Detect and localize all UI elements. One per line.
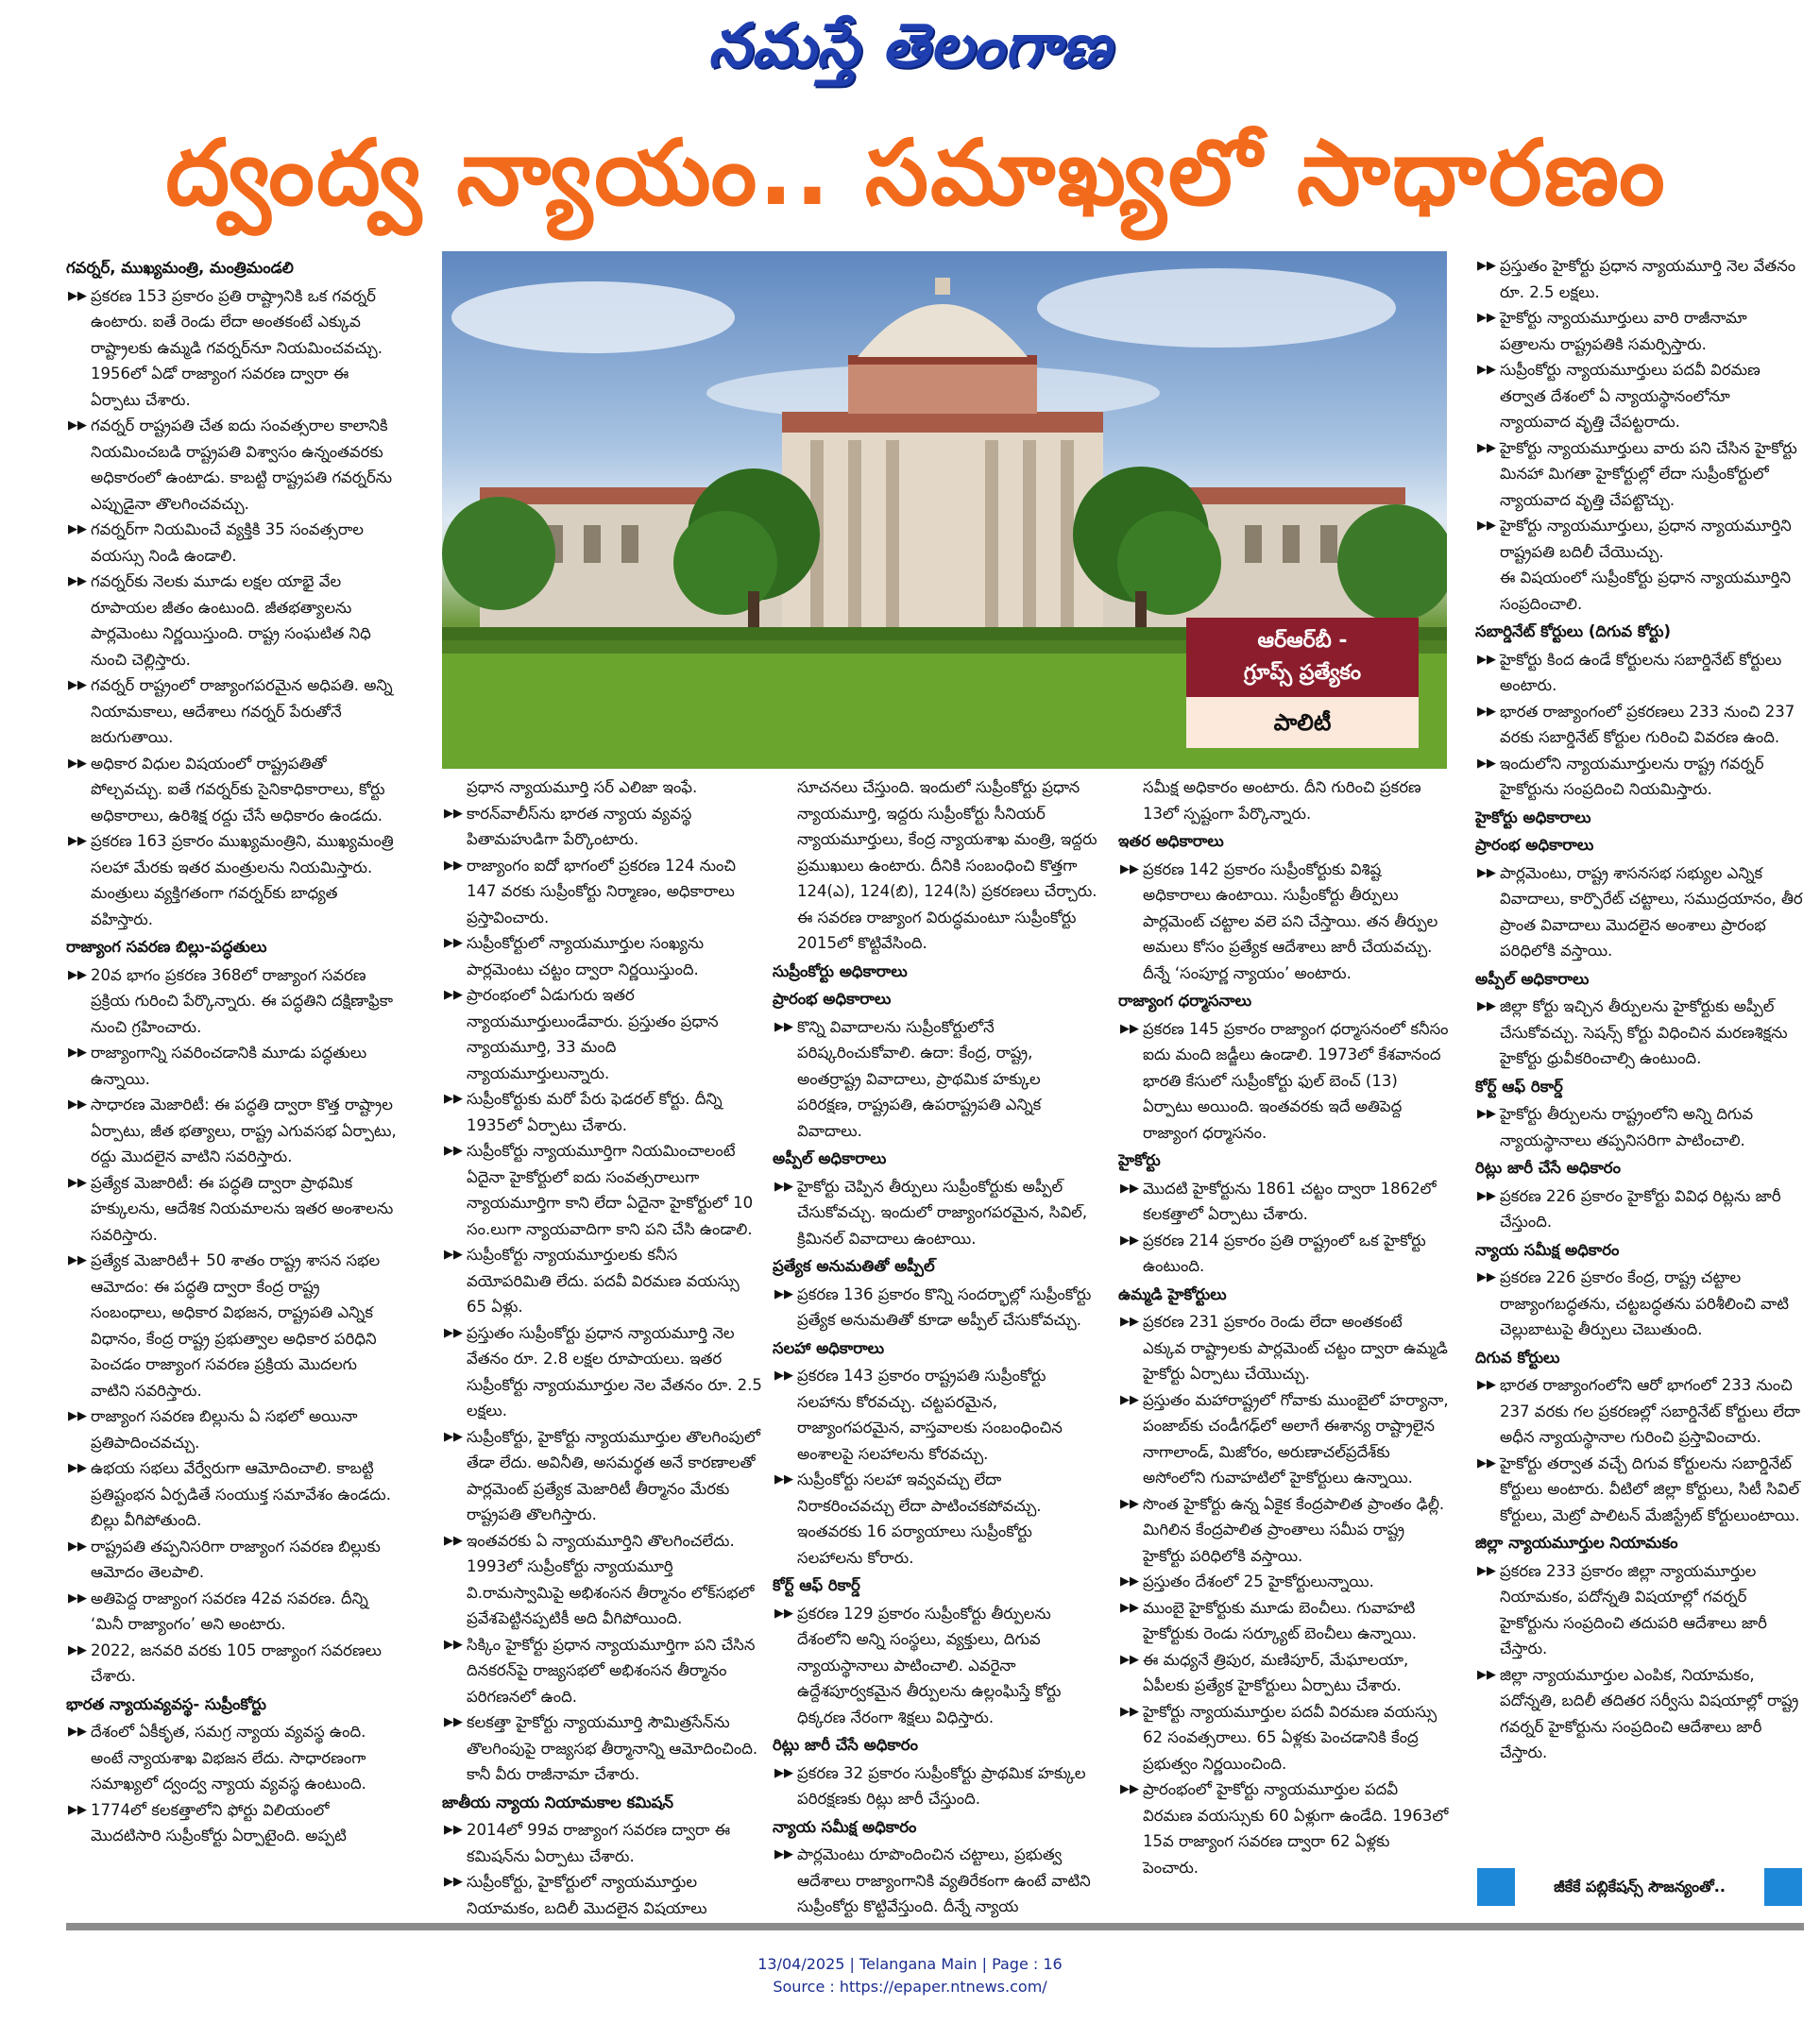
article-paragraph bbox=[1475, 647, 1804, 699]
article-paragraph bbox=[442, 930, 763, 982]
article-paragraph bbox=[66, 1638, 397, 1690]
paragraph-text: ప్రకరణ 145 ప్రకారం రాజ్యాంగ ధర్మాసనంలో కనీసం ఐదు మంది జడ్జీలు ఉండాలి. 1973లో కేశవానంద భారతి కేసులో సుప్రీంకోర్టు ఫుల్ బెంచ్ (13) ఏర్పాటు అయింది. ఇంతవరకు ఇదే అతిపెద్ద రాజ్యాంగ ధర్మాసనం. bbox=[1143, 1019, 1449, 1142]
footer-date-page: 13/04/2025 | Telangana Main | Page : 16 bbox=[757, 1955, 1063, 1973]
bullet-arrow-icon: ▶▶ bbox=[774, 1472, 793, 1487]
section-subheading bbox=[773, 1814, 1099, 1841]
section-subheading bbox=[773, 959, 1099, 985]
paragraph-text: సుప్రీంకోర్టు న్యాయమూర్తిగా నియమించాలంటే ఏదైనా హైకోర్టులో ఐదు సంవత్సరాలుగా న్యాయమూర్తిగా కాని లేదా ఏదైనా హైకోర్టులో 10 సం.లుగా న్యాయవాదిగా కాని పని చేసి ఉండాలి. bbox=[467, 1142, 754, 1238]
article-paragraph bbox=[1118, 1647, 1449, 1699]
masthead bbox=[0, 8, 1820, 85]
paragraph-text: దేశంలో ఏకీకృత, సమగ్ర న్యాయ వ్యవస్థ ఉంది. అంటే న్యాయశాఖ విభజన లేదు. సాధారణంగా సమాఖ్యలో ద్వంద్వ న్యాయ వ్యవస్థ ఉంటుంది. bbox=[91, 1723, 366, 1793]
bullet-arrow-icon: ▶▶ bbox=[68, 1802, 87, 1817]
paragraph-text: జిల్లా న్యాయమూర్తుల ఎంపిక, నియామకం, పదోన్నతి, బదిలీ తదితర సర్వీసు విషయాల్లో రాష్ట్ర గవర్నర్ హైకోర్టును సంప్రదించి ఆదేశాలు జారీ చేస్తారు. bbox=[1500, 1665, 1799, 1761]
subheading-text: ఇతర అధికారాలు bbox=[1118, 832, 1224, 850]
subheading-text: హైకోర్టు bbox=[1118, 1151, 1161, 1169]
bullet-arrow-icon: ▶▶ bbox=[68, 1461, 87, 1475]
article-paragraph bbox=[66, 828, 397, 932]
subheading-text: ప్రత్యేక అనుమతితో అప్పీల్ bbox=[773, 1257, 935, 1275]
paragraph-text: ప్రారంభంలో హైకోర్టు న్యాయమూర్తుల పదవీ విరమణ వయస్సుకు 60 ఏళ్లుగా ఉండేది. 1963లో 15వ రాజ్యాంగ సవరణ ద్వారా 62 ఏళ్లకు పెంచారు. bbox=[1143, 1780, 1449, 1877]
article-paragraph bbox=[773, 1467, 1099, 1571]
paragraph-text: రాజ్యాంగ సవరణ బిల్లును ఏ సభలో అయినా ప్రతిపాదించవచ్చు. bbox=[91, 1407, 358, 1452]
paragraph-text: ప్రకరణ 233 ప్రకారం జిల్లా న్యాయమూర్తుల నియామకం, పదోన్నతి విషయాల్లో గవర్నర్ హైకోర్టును సంప్రదించి తదుపరి ఆదేశాలు జారీ చేస్తారు. bbox=[1500, 1561, 1767, 1658]
paragraph-text: ప్రకరణ 226 ప్రకారం హైకోర్టు వివిధ రిట్లను జారీ చేస్తుంది. bbox=[1500, 1186, 1781, 1231]
section-subheading bbox=[1118, 988, 1449, 1014]
section-subheading bbox=[1475, 832, 1804, 858]
paragraph-text: గవర్నర్‌కు నెలకు మూడు లక్షల యాభై వేల రూపాయల జీతం ఉంటుంది. జీతభత్యాలను పార్లమెంటు నిర్ణయిస్తుంది. రాష్ట్ర సంఘటిత నిధి నుంచి చెల్లిస్తారు. bbox=[91, 572, 371, 669]
bullet-arrow-icon: ▶▶ bbox=[1120, 1232, 1139, 1248]
bullet-arrow-icon: ▶▶ bbox=[1477, 1270, 1496, 1284]
paragraph-text: హైకోర్టు కింద ఉండే కోర్టులను సబార్డినేట్ కోర్టులు అంటారు. bbox=[1500, 650, 1782, 694]
paragraph-text: ఇంతవరకు ఏ న్యాయమూర్తిని తొలగించలేదు. 1993లో సుప్రీంకోర్టు న్యాయమూర్తి వి.రామస్వామిపై అభిశంసన తీర్మానం లోక్‌సభలో ప్రవేశపెట్టినప్పటికీ అది వీగిపోయింది. bbox=[467, 1531, 755, 1627]
article-paragraph bbox=[1475, 1101, 1804, 1153]
bullet-arrow-icon: ▶▶ bbox=[1477, 259, 1496, 273]
article-paragraph bbox=[442, 1632, 763, 1710]
article-paragraph bbox=[442, 801, 763, 853]
paragraph-text: ప్రకరణ 226 ప్రకారం కేంద్ర, రాష్ట్ర చట్టాల రాజ్యాంగబద్ధతను, చట్టబద్ధతను పరిశీలించి వాటి చెల్లుబాటుపై తీర్పులు చెబుతుంది. bbox=[1500, 1268, 1790, 1338]
paragraph-text: ప్రస్తుతం మహారాష్ట్రలో గోవాకు ముంబైలో హర్యానా, పంజాబ్‌కు చండీగఢ్‌లో అలాగే ఈశాన్య రాష్ట్రాలైన నాగాలాండ్, మిజోరం, అరుణాచల్‌ప్రదేశ్‌కు అసోంలోని గువాహటిలో హైకోర్టులు ఉన్నాయి. bbox=[1143, 1390, 1449, 1487]
article-column-1 bbox=[66, 253, 397, 1921]
section-subheading bbox=[1475, 1237, 1804, 1264]
bullet-arrow-icon: ▶▶ bbox=[68, 1590, 87, 1606]
article-paragraph bbox=[66, 751, 397, 829]
bullet-arrow-icon: ▶▶ bbox=[1477, 440, 1496, 455]
article-paragraph bbox=[442, 1709, 763, 1788]
paragraph-text: సుప్రీంకోర్టు, హైకోర్టు న్యాయమూర్తుల తొలగింపులో తేడా లేదు. అవినీతి, అసమర్థత అనే కారణాలతో పార్లమెంట్ ప్రత్యేక మెజారిటీ తీర్మానం మేరకు రాష్ట్రపతి తొలగిస్తారు. bbox=[467, 1427, 760, 1523]
paragraph-text: హైకోర్టు న్యాయమూర్తులు వారి రాజీనామా పత్రాలను రాష్ట్రపతికి సమర్పిస్తారు. bbox=[1500, 309, 1747, 353]
article-paragraph bbox=[1475, 1558, 1804, 1662]
article-paragraph bbox=[1475, 565, 1804, 617]
article-paragraph bbox=[442, 774, 763, 801]
bullet-arrow-icon: ▶▶ bbox=[68, 522, 87, 536]
bullet-arrow-icon: ▶▶ bbox=[68, 574, 87, 588]
bullet-arrow-icon: ▶▶ bbox=[1120, 1021, 1139, 1036]
section-subheading bbox=[773, 1732, 1099, 1759]
credit-text: జీకేకే పబ్లికేషన్స్ సౌజన్యంతో.. bbox=[1554, 1878, 1726, 1896]
article-paragraph bbox=[1475, 253, 1804, 305]
bullet-arrow-icon: ▶▶ bbox=[1477, 363, 1496, 377]
bullet-arrow-icon: ▶▶ bbox=[774, 1019, 793, 1034]
bullet-arrow-icon: ▶▶ bbox=[444, 858, 463, 873]
paragraph-text: అధికార విధుల విషయంలో రాష్ట్రపతితో పోల్చవచ్చు. ఐతే గవర్నర్‌కు సైనికాధికారాలు, కోర్టు అధికారాలు, ఉరిశిక్ష రద్దు చేసే అధికారం ఉండదు. bbox=[91, 754, 385, 824]
article-paragraph bbox=[66, 1248, 397, 1403]
subheading-text: భారత న్యాయవ్యవస్థ- సుప్రీంకోర్టు bbox=[66, 1694, 266, 1713]
article-paragraph bbox=[1475, 305, 1804, 357]
article-paragraph bbox=[1118, 1016, 1449, 1147]
paragraph-text: సొంత హైకోర్టు ఉన్న ఏకైక కేంద్రపాలిత ప్రాంతం ఢిల్లీ. మిగిలిన కేంద్రపాలిత ప్రాంతాలు సమీప రాష్ట్ర హైకోర్టు పరిధిలోకి వస్తాయి. bbox=[1143, 1494, 1445, 1565]
bullet-arrow-icon: ▶▶ bbox=[444, 1875, 463, 1889]
bullet-arrow-icon: ▶▶ bbox=[774, 1286, 793, 1301]
section-label-top bbox=[1186, 618, 1419, 697]
headline bbox=[38, 102, 1794, 244]
subheading-text: ఉమ్మడి హైకోర్టులు bbox=[1118, 1284, 1227, 1303]
section-subheading bbox=[773, 1572, 1099, 1599]
article-paragraph bbox=[442, 1424, 763, 1528]
bullet-arrow-icon: ▶▶ bbox=[444, 806, 463, 821]
bullet-arrow-icon: ▶▶ bbox=[68, 1253, 87, 1267]
paragraph-text: సుప్రీంకోర్టులో న్యాయమూర్తుల సంఖ్యను పార్లమెంటు చట్టం ద్వారా నిర్ణయిస్తుంది. bbox=[467, 934, 705, 978]
credit-box bbox=[1477, 1861, 1802, 1915]
bullet-arrow-icon: ▶▶ bbox=[1477, 704, 1496, 719]
subheading-text: ప్రారంభ అధికారాలు bbox=[1475, 836, 1594, 854]
bullet-arrow-icon: ▶▶ bbox=[444, 1248, 463, 1262]
article-paragraph bbox=[1475, 994, 1804, 1072]
paragraph-text: సాధారణ మెజారిటీ: ఈ పద్ధతి ద్వారా కొత్త రాష్ట్రాల ఏర్పాటు, జీత భత్యాలు, రాష్ట్ర ఎగువసభ ఏర్పాటు, రద్దు మొదలైన వాటిని సవరిస్తారు. bbox=[91, 1096, 397, 1165]
paragraph-text: హైకోర్టు తీర్పులను రాష్ట్రంలోని అన్ని దిగువ న్యాయస్థానాలు తప్పనిసరిగా పాటించాలి. bbox=[1500, 1105, 1754, 1149]
bullet-arrow-icon: ▶▶ bbox=[444, 936, 463, 950]
paragraph-text: ప్రస్తుతం హైకోర్టు ప్రధాన న్యాయమూర్తి నెల వేతనం రూ. 2.5 లక్షలు. bbox=[1500, 257, 1796, 301]
section-subheading bbox=[66, 934, 397, 960]
bullet-arrow-icon: ▶▶ bbox=[774, 1368, 793, 1383]
bullet-arrow-icon: ▶▶ bbox=[774, 1179, 793, 1194]
paragraph-text: ప్రకరణ 129 ప్రకారం సుప్రీంకోర్టు తీర్పులను దేశంలోని అన్ని సంస్థలు, వ్యక్తులు, దిగువ న్యాయస్థానాలు పాటించాలి. ఎవరైనా ఉద్దేశపూర్వకమైన తీర్పులను ఉల్లంఘిస్తే కోర్టు ధిక్కరణ నేరంగా శిక్షలు విధిస్తారు. bbox=[797, 1604, 1062, 1726]
paragraph-text: సుప్రీంకోర్టుకు మరో పేరు ఫెడరల్ కోర్టు. దీన్ని 1935లో ఏర్పాటు చేశారు. bbox=[467, 1090, 723, 1134]
paragraph-text: ప్రస్తుతం సుప్రీంకోర్టు ప్రధాన న్యాయమూర్తి నెల వేతనం రూ. 2.8 లక్షల రూపాయలు. ఇతర సుప్రీంకోర్టు న్యాయమూర్తుల నెల వేతనం రూ. 2.5 లక్షలు. bbox=[467, 1323, 762, 1420]
article-paragraph bbox=[66, 1170, 397, 1249]
subheading-text: దిగువ కోర్టులు bbox=[1475, 1348, 1560, 1367]
paragraph-text: భారత రాజ్యాంగంలోని ఆరో భాగంలో 233 నుంచి 237 వరకు గల ప్రకరణల్లో సబార్డినేట్ కోర్టులు లేదా అధీన న్యాయస్థానాల గురించి ప్రస్తావించారు. bbox=[1500, 1376, 1801, 1446]
section-subheading bbox=[1118, 1282, 1449, 1308]
section-subheading bbox=[1118, 828, 1449, 855]
bullet-arrow-icon: ▶▶ bbox=[1477, 865, 1496, 880]
paragraph-text: గవర్నర్ రాష్ట్రపతి చేత ఐదు సంవత్సరాల కాలానికి నియమించబడి రాష్ట్రపతి విశ్వాసం ఉన్నంతవరకు అధికారంలో ఉంటాడు. కాబట్టి రాష్ట్రపతి గవర్నర్‌ను ఎప్పుడైనా తొలగించవచ్చు. bbox=[91, 416, 393, 513]
article-paragraph bbox=[442, 853, 763, 931]
section-subheading bbox=[773, 1335, 1099, 1362]
article-paragraph bbox=[773, 1282, 1099, 1334]
paragraph-text: కొన్ని వివాదాలను సుప్రీంకోర్టులోనే పరిష్కరించుకోవాలి. ఉదా: కేంద్ర, రాష్ట్ర, అంతర్రాష్ట్ర వివాదాలు, ప్రాథమిక హక్కుల పరిరక్షణ, రాష్ట్రపతి, ఉపరాష్ట్రపతి ఎన్నిక వివాదాలు. bbox=[797, 1017, 1042, 1140]
paragraph-text: రాజ్యాంగాన్ని సవరించడానికి మూడు పద్ధతులు ఉన్నాయి. bbox=[91, 1044, 367, 1088]
article-paragraph bbox=[773, 1014, 1099, 1145]
bullet-arrow-icon: ▶▶ bbox=[444, 1429, 463, 1444]
article-paragraph bbox=[1118, 1491, 1449, 1570]
article-paragraph bbox=[66, 1455, 397, 1534]
article-paragraph bbox=[773, 1760, 1099, 1812]
bottom-rule bbox=[66, 1923, 1804, 1930]
subheading-text: కోర్ట్ ఆఫ్ రికార్డ్ bbox=[1475, 1077, 1563, 1096]
article-paragraph bbox=[1118, 1699, 1449, 1777]
bullet-arrow-icon: ▶▶ bbox=[1477, 756, 1496, 771]
article-paragraph bbox=[442, 1138, 763, 1242]
paragraph-text: మొదటి హైకోర్టును 1861 చట్టం ద్వారా 1862లో కలకత్తాలో ఏర్పాటు చేశారు. bbox=[1143, 1179, 1437, 1223]
paragraph-text: హైకోర్టు తర్వాత వచ్చే దిగువ కోర్టులను సబార్డినేట్ కోర్టులు అంటారు. వీటిలో జిల్లా కోర్టులు, సిటీ సివిల్ కోర్టులు, మెట్రో పాలిటన్ మేజిస్ట్రేట్ కోర్టులుంటాయి. bbox=[1500, 1454, 1800, 1524]
paragraph-text: గవర్నర్ రాష్ట్రంలో రాజ్యాంగపరమైన అధిపతి. అన్ని నియామకాలు, ఆదేశాలు గవర్నర్ పేరుతోనే జరుగుతాయి. bbox=[91, 676, 393, 746]
bullet-arrow-icon: ▶▶ bbox=[1477, 1563, 1496, 1578]
article-paragraph bbox=[66, 1040, 397, 1092]
section-subheading bbox=[773, 986, 1099, 1012]
article-paragraph bbox=[66, 672, 397, 751]
paragraph-text: రాజ్యాంగం ఐదో భాగంలో ప్రకరణ 124 నుంచి 147 వరకు సుప్రీంకోర్టు నిర్మాణం, అధికారాలు ప్రస్తావించారు. bbox=[467, 856, 737, 926]
paragraph-text: ఇందులోని న్యాయమూర్తులను రాష్ట్ర గవర్నర్ హైకోర్టును సంప్రదించి నియమిస్తారు. bbox=[1500, 754, 1764, 798]
section-subheading bbox=[1475, 1530, 1804, 1556]
footer bbox=[0, 1953, 1820, 1998]
bullet-arrow-icon: ▶▶ bbox=[68, 967, 87, 982]
bullet-arrow-icon: ▶▶ bbox=[68, 1725, 87, 1739]
article-paragraph bbox=[1475, 435, 1804, 514]
article-paragraph bbox=[442, 982, 763, 1086]
bullet-arrow-icon: ▶▶ bbox=[444, 1533, 463, 1548]
section-subheading bbox=[773, 1253, 1099, 1280]
article-column-5 bbox=[1475, 253, 1804, 1859]
bullet-arrow-icon: ▶▶ bbox=[1120, 1600, 1139, 1615]
subheading-text: రాజ్యాంగ ధర్మాసనాలు bbox=[1118, 992, 1252, 1010]
article-paragraph bbox=[1475, 860, 1804, 964]
bullet-arrow-icon: ▶▶ bbox=[1120, 1496, 1139, 1511]
paragraph-text: ప్రకరణ 214 ప్రకారం ప్రతి రాష్ట్రంలో ఒక హైకోర్టు ఉంటుంది. bbox=[1143, 1231, 1426, 1275]
paragraph-text: గవర్నర్‌గా నియమించే వ్యక్తికి 35 సంవత్సరాల వయస్సు నిండి ఉండాలి. bbox=[91, 520, 364, 565]
paragraph-text: ప్రకరణ 231 ప్రకారం రెండు లేదా అంతకంటే ఎక్కువ రాష్ట్రాలకు పార్లమెంట్ చట్టం ద్వారా ఉమ్మడి హైకోర్టు ఏర్పాటు చేయొచ్చు. bbox=[1143, 1313, 1448, 1383]
article-paragraph bbox=[66, 1719, 397, 1797]
bullet-arrow-icon: ▶▶ bbox=[68, 1538, 87, 1554]
paragraph-text: ప్రారంభంలో ఏడుగురు ఇతర న్యాయమూర్తులుండేవారు. ప్రస్తుతం ప్రధాన న్యాయమూర్తి, 33 మంది న్యాయమూర్తులున్నారు. bbox=[467, 986, 719, 1082]
bullet-arrow-icon: ▶▶ bbox=[774, 1765, 793, 1780]
bullet-arrow-icon: ▶▶ bbox=[1477, 311, 1496, 325]
article-paragraph bbox=[1118, 1228, 1449, 1280]
subheading-text: న్యాయ సమీక్ష అధికారం bbox=[773, 1817, 917, 1836]
article-paragraph bbox=[66, 517, 397, 569]
paragraph-text: రాష్ట్రపతి తప్పనిసరిగా రాజ్యాంగ సవరణ బిల్లుకు ఆమోదం తెలపాలి. bbox=[91, 1537, 381, 1581]
paragraph-text: పార్లమెంటు, రాష్ట్ర శాసనసభ సభ్యుల ఎన్నిక వివాదాలు, కార్పొరేట్ చట్టాలు, సముద్రయానం, తీర ప్రాంత వివాదాలు మొదలైన అంశాలు ప్రారంభ పరిధిలోకి వస్తాయి. bbox=[1500, 863, 1803, 960]
article-paragraph bbox=[66, 569, 397, 672]
article-paragraph bbox=[1475, 1183, 1804, 1235]
subheading-text: జాతీయ న్యాయ నియామకాల కమిషన్ bbox=[442, 1793, 673, 1811]
bullet-arrow-icon: ▶▶ bbox=[774, 1847, 793, 1862]
article-paragraph bbox=[1475, 699, 1804, 751]
paragraph-text: ప్రకరణ 143 ప్రకారం రాష్ట్రపతి సుప్రీంకోర్టు సలహాను కోరవచ్చు. చట్టపరమైన, రాజ్యాంగపరమైన, వాస్తవాలకు సంబంధించిన అంశాలపై సలహాలను కోరవచ్చు. bbox=[797, 1367, 1063, 1463]
bullet-arrow-icon: ▶▶ bbox=[68, 678, 87, 692]
subheading-text: ప్రారంభ అధికారాలు bbox=[773, 990, 892, 1008]
article-paragraph bbox=[66, 962, 397, 1041]
subheading-text: రాజ్యాంగ సవరణ బిల్లు-పద్ధతులు bbox=[66, 938, 267, 956]
section-subheading bbox=[1475, 966, 1804, 993]
bullet-arrow-icon: ▶▶ bbox=[444, 1092, 463, 1106]
section-subheading bbox=[1118, 1148, 1449, 1174]
paragraph-text: ముంబై హైకోర్టుకు మూడు బెంచీలు. గువాహటి హైకోర్టుకు రెండు సర్క్యూట్ బెంచీలు ఉన్నాయి. bbox=[1143, 1598, 1418, 1642]
bullet-arrow-icon: ▶▶ bbox=[68, 1409, 87, 1423]
section-label-subject: పాలిటీ bbox=[1186, 697, 1419, 748]
subheading-text: సుప్రీంకోర్టు అధికారాలు bbox=[773, 961, 908, 980]
credit-square-left bbox=[1477, 1868, 1515, 1906]
bullet-arrow-icon: ▶▶ bbox=[1120, 1392, 1139, 1407]
section-label-box bbox=[1186, 618, 1419, 748]
paragraph-text: ప్రకరణ 153 ప్రకారం ప్రతి రాష్ట్రానికి ఒక గవర్నర్ ఉంటారు. ఐతే రెండు లేదా అంతకంటే ఎక్కువ రాష్ట్రాలకు ఉమ్మడి గవర్నర్‌నూ నియమించవచ్చు. 1956లో ఏడో రాజ్యాంగ సవరణ ద్వారా ఈ ఏర్పాటు చేశారు. bbox=[91, 286, 383, 409]
bullet-arrow-icon: ▶▶ bbox=[1477, 999, 1496, 1013]
paragraph-text: ప్రకరణ 136 ప్రకారం కొన్ని సందర్భాల్లో సుప్రీంకోర్టు ప్రత్యేక అనుమతితో కూడా అప్పీల్ చేసుకోవచ్చు. bbox=[797, 1284, 1092, 1329]
bullet-arrow-icon: ▶▶ bbox=[444, 1637, 463, 1652]
article-paragraph bbox=[442, 1242, 763, 1320]
subheading-text: న్యాయ సమీక్ష అధికారం bbox=[1475, 1240, 1620, 1259]
article-paragraph bbox=[773, 1842, 1099, 1920]
subheading-text: సలహా అధికారాలు bbox=[773, 1338, 885, 1357]
article-paragraph bbox=[442, 1528, 763, 1632]
paragraph-text: భారత రాజ్యాంగంలో ప్రకరణలు 233 నుంచి 237 వరకు సబార్డినేట్ కోర్టుల గురించి వివరణ ఉంది. bbox=[1500, 702, 1795, 746]
paragraph-text: హైకోర్టు న్యాయమూర్తుల పదవీ విరమణ వయస్సు 62 సంవత్సరాలు. 65 ఏళ్లకు పెంచడానికి కేంద్ర ప్రభుత్వం నిర్ణయించింది. bbox=[1143, 1702, 1437, 1773]
bullet-arrow-icon: ▶▶ bbox=[1477, 652, 1496, 667]
bullet-arrow-icon: ▶▶ bbox=[1120, 861, 1139, 876]
paragraph-text: హైకోర్టు చెప్పిన తీర్పులు సుప్రీంకోర్టుకు అప్పీల్ చేసుకోవచ్చు. ఇందులో రాజ్యాంగపరమైన, సివిల్, క్రిమినల్ వివాదాలు ఉంటాయి. bbox=[797, 1177, 1088, 1248]
section-subheading bbox=[1475, 1155, 1804, 1182]
bullet-arrow-icon: ▶▶ bbox=[444, 988, 463, 1002]
article-paragraph bbox=[1475, 1372, 1804, 1451]
article-paragraph bbox=[773, 1363, 1099, 1467]
paragraph-text: ఈ మధ్యనే త్రిపుర, మణిపూర్, మేఘాలయా, ఏపీలకు ప్రత్యేక హైకోర్టులు ఏర్పాటు చేశారు. bbox=[1143, 1650, 1409, 1694]
headline-text: ద్వంద్వ న్యాయం.. సమాఖ్యలో సాధారణం bbox=[165, 120, 1667, 226]
paragraph-text: ప్రత్యేక మెజారిటీ+ 50 శాతం రాష్ట్ర శాసన సభల ఆమోదం: ఈ పద్ధతి ద్వారా కేంద్ర రాష్ట్ర సంబంధాలు, అధికార విభజన, రాష్ట్రపతి ఎన్నిక విధానం, కేంద్ర రాష్ట్ర ప్రభుత్వాల అధికార పరిధిని పెంచడం రాజ్యాంగ సవరణ ప్రక్రియ మొదలగు వాటిని సవరిస్తారు. bbox=[91, 1251, 381, 1400]
bullet-arrow-icon: ▶▶ bbox=[444, 1325, 463, 1340]
paragraph-text: సిక్కిం హైకోర్టు ప్రధాన న్యాయమూర్తిగా పని చేసిన దినకరన్‌పై రాజ్యసభలో అభిశంసన తీర్మానం పరిగణనలో ఉంది. bbox=[467, 1635, 756, 1706]
article-paragraph bbox=[66, 283, 397, 414]
bullet-arrow-icon: ▶▶ bbox=[1120, 1782, 1139, 1796]
paragraph-text: 2022, జనవరి వరకు 105 రాజ్యాంగ సవరణలు చేశారు. bbox=[91, 1640, 382, 1685]
paragraph-text: ప్రధాన న్యాయమూర్తి సర్ ఎలిజా ఇంఫే. bbox=[467, 778, 698, 796]
paragraph-text: సుప్రీంకోర్టు న్యాయమూర్తులకు కనీస వయోపరిమితి లేదు. పదవీ విరమణ వయస్సు 65 ఏళ్లు. bbox=[467, 1246, 740, 1316]
section-subheading bbox=[66, 1692, 397, 1718]
subheading-text: కోర్ట్ ఆఫ్ రికార్డ్ bbox=[773, 1576, 860, 1594]
article-paragraph bbox=[1118, 1569, 1449, 1595]
paragraph-text: 2014లో 99వ రాజ్యాంగ సవరణ ద్వారా ఈ కమిషన్‌ను ఏర్పాటు చేశారు. bbox=[467, 1821, 731, 1865]
paragraph-text: ప్రత్యేక మెజారిటీ: ఈ పద్ధతి ద్వారా ప్రాథమిక హక్కులను, ఆదేశిక నియమాలను ఇతర అంశాలను సవరిస్తారు. bbox=[91, 1173, 394, 1244]
article-paragraph bbox=[66, 1797, 397, 1849]
bullet-arrow-icon: ▶▶ bbox=[68, 1175, 87, 1190]
paragraph-text: ఈ విషయంలో సుప్రీంకోర్టు ప్రధాన న్యాయమూర్తిని సంప్రదించాలి. bbox=[1500, 569, 1792, 613]
bullet-arrow-icon: ▶▶ bbox=[68, 418, 87, 433]
article-paragraph bbox=[66, 1586, 397, 1638]
paragraph-text: కలకత్తా హైకోర్టు న్యాయమూర్తి సౌమిత్రసేన్‌ను తొలగింపుపై రాజ్యసభ తీర్మానాన్ని ఆమోదించింది. కానీ వీరు రాజీనామా చేశారు. bbox=[467, 1713, 758, 1783]
subheading-text: జిల్లా న్యాయమూర్తుల నియామకం bbox=[1475, 1534, 1678, 1552]
bullet-arrow-icon: ▶▶ bbox=[1120, 1574, 1139, 1589]
article-paragraph bbox=[1118, 1309, 1449, 1387]
section-subheading bbox=[1475, 1074, 1804, 1100]
bullet-arrow-icon: ▶▶ bbox=[444, 1715, 463, 1729]
subheading-text: రిట్లు జారీ చేసే అధికారం bbox=[1475, 1159, 1621, 1177]
bullet-arrow-icon: ▶▶ bbox=[68, 834, 87, 848]
article-paragraph bbox=[442, 1817, 763, 1869]
bullet-arrow-icon: ▶▶ bbox=[1477, 1378, 1496, 1392]
paragraph-text: హైకోర్టు న్యాయమూర్తులు వారు పని చేసిన హైకోర్టు మినహా మిగతా హైకోర్టుల్లో లేదా సుప్రీంకోర్టులో న్యాయవాద వృత్తి చేపట్టొచ్చు. bbox=[1500, 438, 1797, 509]
article-column-3 bbox=[773, 774, 1099, 1921]
bullet-arrow-icon: ▶▶ bbox=[68, 288, 87, 303]
section-subheading bbox=[66, 255, 397, 281]
article-paragraph bbox=[1118, 774, 1449, 826]
article-paragraph bbox=[442, 1869, 763, 1921]
article-paragraph bbox=[1475, 513, 1804, 565]
subheading-text: రిట్లు జారీ చేసే అధికారం bbox=[773, 1736, 918, 1754]
article-paragraph bbox=[773, 1601, 1099, 1731]
bullet-arrow-icon: ▶▶ bbox=[68, 1097, 87, 1112]
subheading-text: అప్పీల్ అధికారాలు bbox=[773, 1149, 887, 1167]
bullet-arrow-icon: ▶▶ bbox=[444, 1823, 463, 1837]
paragraph-text: జిల్లా కోర్టు ఇచ్చిన తీర్పులను హైకోర్టుకు అప్పీల్ చేసుకోవచ్చు. సెషన్స్ కోర్టు విధించిన మరణశిక్షను హైకోర్టు ధ్రువీకరించాల్సి ఉంటుంది. bbox=[1500, 997, 1788, 1067]
footer-source: Source : https://epaper.ntnews.com/ bbox=[773, 1978, 1047, 1996]
subheading-text: అప్పీల్ అధికారాలు bbox=[1475, 969, 1590, 988]
article-paragraph bbox=[66, 1534, 397, 1586]
bullet-arrow-icon: ▶▶ bbox=[68, 1642, 87, 1658]
bullet-arrow-icon: ▶▶ bbox=[1120, 1181, 1139, 1196]
section-subheading bbox=[1475, 1345, 1804, 1371]
article-paragraph bbox=[1475, 751, 1804, 803]
credit-square-right bbox=[1764, 1868, 1802, 1906]
subheading-text: సబార్డినేట్ కోర్టులు (దిగువ కోర్టు) bbox=[1475, 622, 1671, 640]
article-paragraph bbox=[1118, 857, 1449, 987]
bullet-arrow-icon: ▶▶ bbox=[1477, 1107, 1496, 1121]
article-paragraph bbox=[1118, 1176, 1449, 1228]
bullet-arrow-icon: ▶▶ bbox=[1120, 1652, 1139, 1667]
masthead-title: నమస్తే తెలంగాణ bbox=[707, 11, 1113, 81]
paragraph-text: అతిపెద్ద రాజ్యాంగ సవరణ 42వ సవరణ. దీన్ని ‘మినీ రాజ్యాంగం’ అని అంటారు. bbox=[91, 1589, 368, 1633]
article-paragraph bbox=[1118, 1387, 1449, 1491]
subheading-text: గవర్నర్, ముఖ్యమంత్రి, మంత్రిమండలి bbox=[66, 259, 294, 277]
bullet-arrow-icon: ▶▶ bbox=[444, 1144, 463, 1158]
article-paragraph bbox=[1475, 1451, 1804, 1529]
article-column-2 bbox=[442, 774, 763, 1921]
section-subheading bbox=[1475, 805, 1804, 831]
paragraph-text: ప్రకరణ 32 ప్రకారం సుప్రీంకోర్టు ప్రాథమిక హక్కుల పరిరక్షణకు రిట్లు జారీ చేస్తుంది. bbox=[797, 1763, 1086, 1808]
bullet-arrow-icon: ▶▶ bbox=[1477, 518, 1496, 533]
paragraph-text: సుప్రీంకోర్టు సలహా ఇవ్వవచ్చు లేదా నిరాకరించవచ్చు లేదా పాటించకపోవచ్చు. ఇంతవరకు 16 పర్యాయాలు సుప్రీంకోర్టు సలహాలను కోరారు. bbox=[797, 1470, 1042, 1567]
paragraph-text: ఉభయ సభలు వేర్వేరుగా ఆమోదించాలి. కాబట్టి ప్రతిష్టంభన ఏర్పడితే సంయుక్త సమావేశం ఉండదు. బిల్లు వీగిపోతుంది. bbox=[91, 1459, 391, 1529]
paragraph-text: 1774లో కలకత్తాలోని ఫోర్టు విలియంలో మొదటిసారి సుప్రీంకోర్టు ఏర్పాటైంది. అప్పటి bbox=[91, 1800, 347, 1844]
bullet-arrow-icon: ▶▶ bbox=[1477, 1188, 1496, 1203]
article-paragraph bbox=[66, 413, 397, 517]
paragraph-text: పార్లమెంటు రూపొందించిన చట్టాలు, ప్రభుత్వ ఆదేశాలు రాజ్యాంగానికి వ్యతిరేకంగా ఉంటే వాటిని సుప్రీంకోర్టు కొట్టివేస్తుంది. దీన్నే న్యాయ bbox=[797, 1845, 1091, 1915]
article-column-4 bbox=[1118, 774, 1449, 1921]
bullet-arrow-icon: ▶▶ bbox=[1477, 1667, 1496, 1682]
paragraph-text: సుప్రీంకోర్టు, హైకోర్టులో న్యాయమూర్తుల నియామకం, బదిలీ మొదలైన విషయాలు bbox=[467, 1873, 707, 1917]
article-paragraph bbox=[442, 1320, 763, 1424]
bullet-arrow-icon: ▶▶ bbox=[68, 1046, 87, 1060]
paragraph-text: ప్రస్తుతం దేశంలో 25 హైకోర్టులున్నాయి. bbox=[1143, 1572, 1374, 1590]
bullet-arrow-icon: ▶▶ bbox=[68, 756, 87, 771]
article-paragraph bbox=[66, 1092, 397, 1170]
article-paragraph bbox=[1475, 1662, 1804, 1766]
paragraph-text: సుప్రీంకోర్టు న్యాయమూర్తులు పదవీ విరమణ తర్వాత దేశంలో ఏ న్యాయస్థానంలోనూ న్యాయవాద వృత్తి చేపట్టరాదు. bbox=[1500, 361, 1760, 431]
section-subheading bbox=[773, 1146, 1099, 1172]
paragraph-text: ప్రకరణ 142 ప్రకారం సుప్రీంకోర్టుకు విశిష్ట అధికారాలు ఉంటాయి. సుప్రీంకోర్టు తీర్పులు పార్లమెంట్ చట్టాల వలె పని చేస్తాయి. తన తీర్పుల అమలు కోసం ప్రత్యేక ఆదేశాలు జారీ చేయవచ్చు. దీన్నే ‘సంపూర్ణ న్యాయం’ అంటారు. bbox=[1143, 859, 1438, 982]
section-subheading bbox=[442, 1790, 763, 1816]
article-paragraph bbox=[1118, 1595, 1449, 1647]
article-paragraph bbox=[773, 774, 1099, 957]
section-label-line2: గ్రూప్స్ ప్రత్యేకం bbox=[1243, 661, 1362, 685]
paragraph-text: సూచనలు చేస్తుంది. ఇందులో సుప్రీంకోర్టు ప్రధాన న్యాయమూర్తి, ఇద్దరు సుప్రీంకోర్టు సీనియర్ న్యాయమూర్తులు, కేంద్ర న్యాయశాఖ మంత్రి, ఇద్దరు ప్రముఖులు ఉంటారు. దీనికి సంబంధించి కొత్తగా 124(ఎ), 124(బి), 124(సి) ప్రకరణలు చేర్చారు. ఈ సవరణ రాజ్యాంగ విరుద్ధమంటూ సుప్రీంకోర్టు 2015లో కొట్టివేసింది. bbox=[797, 778, 1097, 952]
article-paragraph bbox=[1475, 1265, 1804, 1343]
article-paragraph bbox=[442, 1086, 763, 1138]
paragraph-text: సమీక్ష అధికారం అంటారు. దీని గురించి ప్రకరణ 13లో స్పష్టంగా పేర్కొన్నారు. bbox=[1143, 778, 1421, 823]
article-paragraph bbox=[1475, 357, 1804, 435]
bullet-arrow-icon: ▶▶ bbox=[1477, 1455, 1496, 1470]
article-paragraph bbox=[66, 1403, 397, 1455]
paragraph-text: ప్రకరణ 163 ప్రకారం ముఖ్యమంత్రిని, ముఖ్యమంత్రి సలహా మేరకు ఇతర మంత్రులను నియమిస్తారు. మంత్రులు వ్యక్తిగతంగా గవర్నర్‌కు బాధ్యత వహిస్తారు. bbox=[91, 832, 394, 928]
paragraph-text: హైకోర్టు న్యాయమూర్తులు, ప్రధాన న్యాయమూర్తిని రాష్ట్రపతి బదిలీ చేయొచ్చు. bbox=[1500, 517, 1792, 561]
paragraph-text: 20వ భాగం ప్రకరణ 368లో రాజ్యాంగ సవరణ ప్రక్రియ గురించి పేర్కొన్నారు. ఈ పద్ధతిని దక్షిణాఫ్రికా నుంచి గ్రహించారు. bbox=[91, 965, 394, 1036]
subheading-text: హైకోర్టు అధికారాలు bbox=[1475, 808, 1591, 826]
article-paragraph bbox=[1118, 1776, 1449, 1880]
section-subheading bbox=[1475, 619, 1804, 645]
bullet-arrow-icon: ▶▶ bbox=[1120, 1315, 1139, 1329]
section-label-line1: ఆర్ఆర్‌బీ - bbox=[1257, 629, 1348, 653]
paragraph-text: కారన్‌వాలీస్‌ను భారత న్యాయ వ్యవస్థ పితామహుడిగా పేర్కొంటారు. bbox=[467, 804, 692, 848]
article-paragraph bbox=[773, 1174, 1099, 1252]
bullet-arrow-icon: ▶▶ bbox=[1120, 1704, 1139, 1719]
bullet-arrow-icon: ▶▶ bbox=[774, 1606, 793, 1621]
